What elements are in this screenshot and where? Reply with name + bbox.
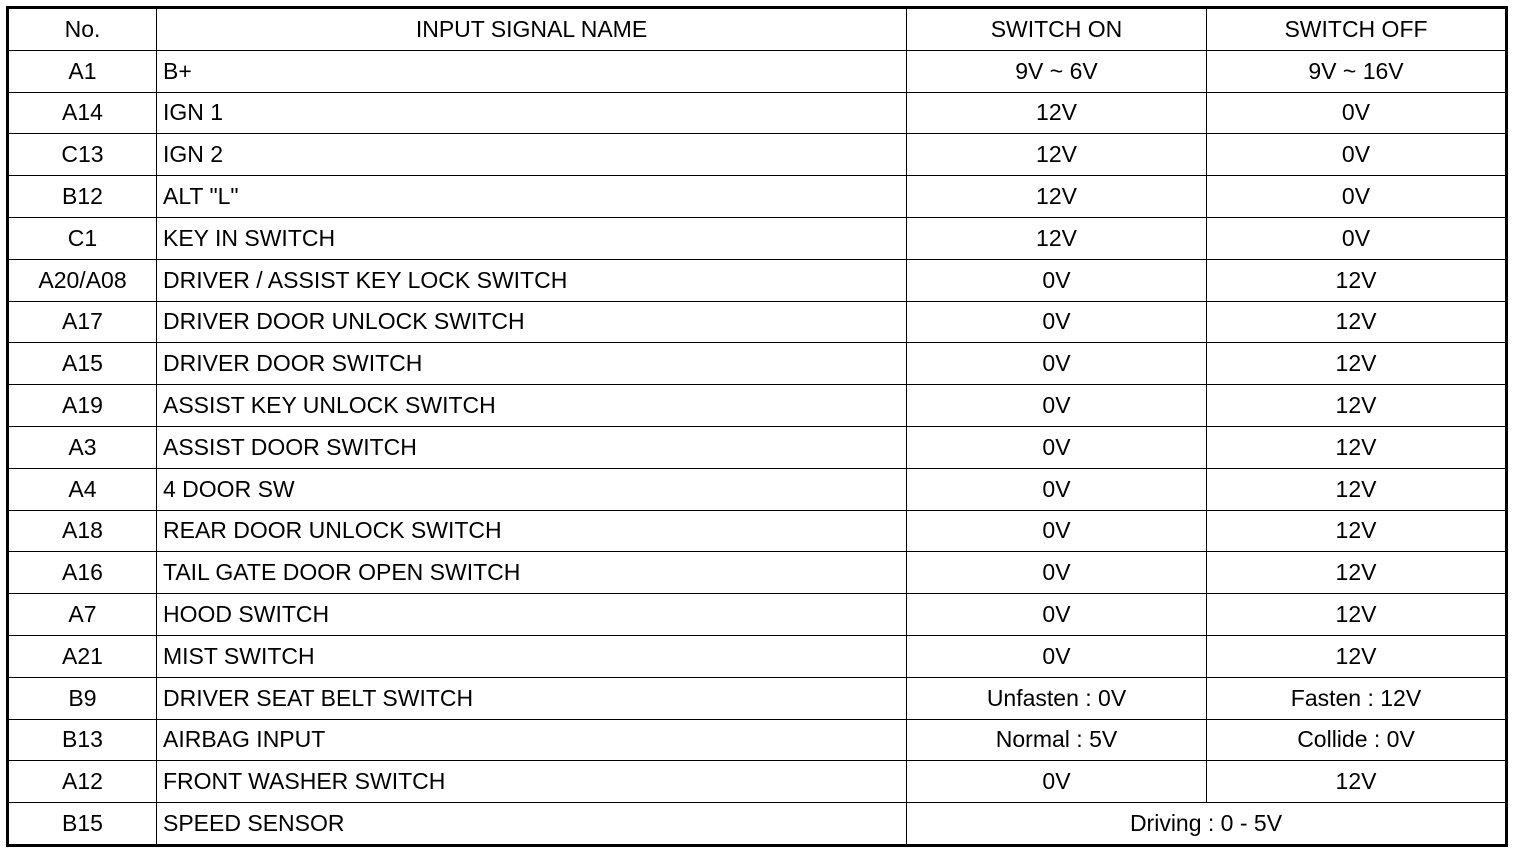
- pin-number-cell: A14: [8, 92, 157, 134]
- switch-off-cell: 12V: [1207, 259, 1507, 301]
- signal-name-cell: REAR DOOR UNLOCK SWITCH: [157, 510, 907, 552]
- table-row: [8, 343, 1507, 385]
- pin-number-cell: B15: [8, 803, 157, 846]
- switch-off-cell: 12V: [1207, 552, 1507, 594]
- signal-name-cell: DRIVER SEAT BELT SWITCH: [157, 677, 907, 719]
- input-signal-table: [6, 6, 1508, 847]
- switch-off-cell: 12V: [1207, 343, 1507, 385]
- switch-off-cell: 12V: [1207, 761, 1507, 803]
- signal-name-cell: DRIVER DOOR UNLOCK SWITCH: [157, 301, 907, 343]
- table-row: [8, 635, 1507, 677]
- signal-name-cell: B+: [157, 50, 907, 92]
- switch-on-cell: 12V: [907, 92, 1207, 134]
- signal-name-cell: DRIVER / ASSIST KEY LOCK SWITCH: [157, 259, 907, 301]
- switch-off-cell: 0V: [1207, 134, 1507, 176]
- signal-name-cell: IGN 1: [157, 92, 907, 134]
- switch-off-cell: 9V ~ 16V: [1207, 50, 1507, 92]
- pin-number-cell: C13: [8, 134, 157, 176]
- table-row: [8, 510, 1507, 552]
- pin-number-cell: A20/A08: [8, 259, 157, 301]
- switch-on-cell: 0V: [907, 385, 1207, 427]
- table-row: [8, 552, 1507, 594]
- table-row: [8, 134, 1507, 176]
- switch-on-cell: 0V: [907, 426, 1207, 468]
- header-switch-off: SWITCH OFF: [1207, 8, 1507, 51]
- header-signal-name: INPUT SIGNAL NAME: [157, 8, 907, 51]
- table-row: [8, 50, 1507, 92]
- header-row: [8, 8, 1507, 51]
- switch-on-cell: 0V: [907, 510, 1207, 552]
- switch-off-cell: 0V: [1207, 176, 1507, 218]
- switch-on-cell: 0V: [907, 594, 1207, 636]
- pin-number-cell: A4: [8, 468, 157, 510]
- switch-off-cell: 12V: [1207, 510, 1507, 552]
- table-row: [8, 719, 1507, 761]
- switch-on-cell: 12V: [907, 134, 1207, 176]
- switch-off-cell: 0V: [1207, 217, 1507, 259]
- pin-number-cell: A21: [8, 635, 157, 677]
- switch-on-cell: 0V: [907, 301, 1207, 343]
- signal-name-cell: IGN 2: [157, 134, 907, 176]
- signal-name-cell: ASSIST KEY UNLOCK SWITCH: [157, 385, 907, 427]
- switch-off-cell: 12V: [1207, 468, 1507, 510]
- table-row: [8, 176, 1507, 218]
- switch-on-cell: 0V: [907, 635, 1207, 677]
- signal-name-cell: ASSIST DOOR SWITCH: [157, 426, 907, 468]
- switch-off-cell: 0V: [1207, 92, 1507, 134]
- table-row: [8, 301, 1507, 343]
- switch-off-cell: 12V: [1207, 301, 1507, 343]
- signal-name-cell: KEY IN SWITCH: [157, 217, 907, 259]
- signal-name-cell: AIRBAG INPUT: [157, 719, 907, 761]
- pin-number-cell: A15: [8, 343, 157, 385]
- switch-off-cell: 12V: [1207, 426, 1507, 468]
- pin-number-cell: A16: [8, 552, 157, 594]
- table-row: [8, 92, 1507, 134]
- switch-off-cell: Collide : 0V: [1207, 719, 1507, 761]
- table-row: [8, 761, 1507, 803]
- switch-on-cell: 12V: [907, 217, 1207, 259]
- table-row: [8, 426, 1507, 468]
- switch-on-cell: 12V: [907, 176, 1207, 218]
- pin-number-cell: A3: [8, 426, 157, 468]
- pin-number-cell: A7: [8, 594, 157, 636]
- switch-on-cell: 0V: [907, 761, 1207, 803]
- pin-number-cell: B12: [8, 176, 157, 218]
- signal-name-cell: ALT "L": [157, 176, 907, 218]
- pin-number-cell: B9: [8, 677, 157, 719]
- table-row: [8, 385, 1507, 427]
- table-row: [8, 803, 1507, 846]
- pin-number-cell: C1: [8, 217, 157, 259]
- switch-on-cell: 0V: [907, 468, 1207, 510]
- switch-on-cell: Unfasten : 0V: [907, 677, 1207, 719]
- signal-name-cell: FRONT WASHER SWITCH: [157, 761, 907, 803]
- switch-off-cell: 12V: [1207, 385, 1507, 427]
- switch-off-cell: 12V: [1207, 635, 1507, 677]
- table-row: [8, 468, 1507, 510]
- table-row: [8, 594, 1507, 636]
- pin-number-cell: A18: [8, 510, 157, 552]
- switch-on-cell: 0V: [907, 552, 1207, 594]
- header-switch-on: SWITCH ON: [907, 8, 1207, 51]
- signal-name-cell: DRIVER DOOR SWITCH: [157, 343, 907, 385]
- pin-number-cell: A1: [8, 50, 157, 92]
- switch-on-cell: 0V: [907, 343, 1207, 385]
- pin-number-cell: A12: [8, 761, 157, 803]
- signal-name-cell: HOOD SWITCH: [157, 594, 907, 636]
- switch-value-merged-cell: Driving : 0 - 5V: [907, 803, 1507, 846]
- table-row: [8, 677, 1507, 719]
- pin-number-cell: B13: [8, 719, 157, 761]
- signal-name-cell: TAIL GATE DOOR OPEN SWITCH: [157, 552, 907, 594]
- signal-name-cell: SPEED SENSOR: [157, 803, 907, 846]
- switch-off-cell: 12V: [1207, 594, 1507, 636]
- switch-on-cell: Normal : 5V: [907, 719, 1207, 761]
- switch-on-cell: 0V: [907, 259, 1207, 301]
- switch-off-cell: Fasten : 12V: [1207, 677, 1507, 719]
- switch-on-cell: 9V ~ 6V: [907, 50, 1207, 92]
- header-no: No.: [8, 8, 157, 51]
- pin-number-cell: A17: [8, 301, 157, 343]
- signal-name-cell: 4 DOOR SW: [157, 468, 907, 510]
- signal-name-cell: MIST SWITCH: [157, 635, 907, 677]
- table-row: [8, 217, 1507, 259]
- table-row: [8, 259, 1507, 301]
- pin-number-cell: A19: [8, 385, 157, 427]
